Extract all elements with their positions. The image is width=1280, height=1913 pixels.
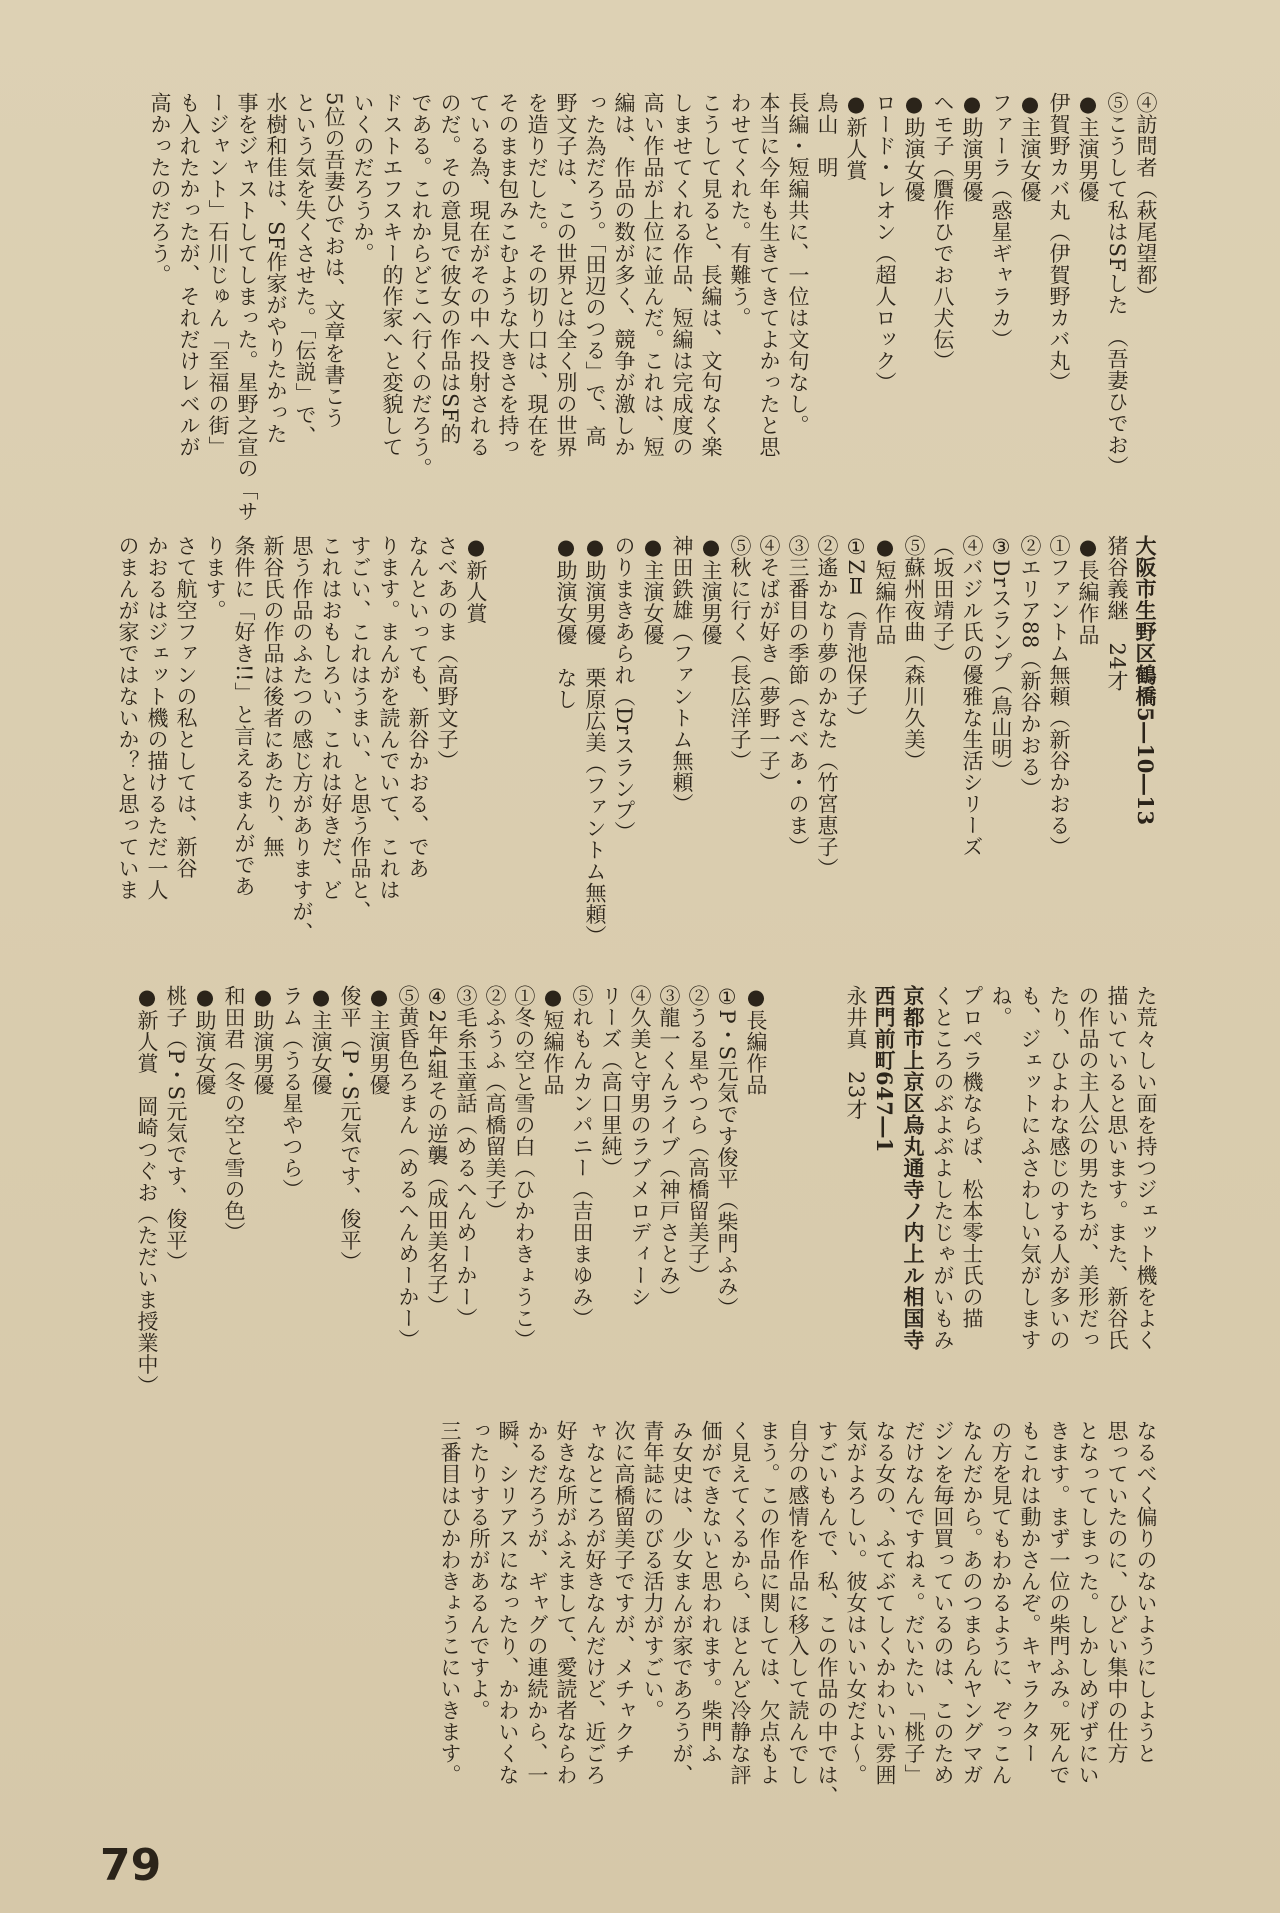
text-line: 事をジャストしてしまった。星野之宣の「サ xyxy=(235,92,259,522)
text-line: わせてくれた。有難う。 xyxy=(728,92,752,329)
text-line: のだ。その意見で彼女の作品はSF的 xyxy=(438,92,462,445)
text-line: ね。 xyxy=(989,985,1013,1028)
text-line: ります。 xyxy=(203,535,227,621)
text-line: なる女の、ふてぶてしくかわいい雰囲 xyxy=(873,1420,897,1786)
text-line: ●主演男優 xyxy=(367,985,391,1096)
text-line: 長編・短編共に、一位は文句なし。 xyxy=(786,92,810,436)
sender-address: 京都市上京区烏丸通寺ノ内上ル相国寺 xyxy=(901,985,926,1351)
text-line: 本当に今年も生きてきてよかったと思 xyxy=(757,92,781,458)
text-line: 思っていたのに、ひどい集中の仕方 xyxy=(1105,1420,1129,1764)
text-line: いくのだろうか。 xyxy=(351,92,375,264)
text-line: ●長編作品 xyxy=(1076,535,1100,646)
text-line: ①ファントム無頼（新谷かおる） xyxy=(1047,535,1071,858)
letter-middle-left-text xyxy=(80,535,490,965)
text-line: ●主演女優 xyxy=(1018,92,1042,203)
text-line: の方を見てもわかるように、ぞっこん xyxy=(989,1420,1013,1786)
text-line: ②遙かなり夢のかなた（竹宮恵子） xyxy=(815,535,839,879)
text-line: 思う作品のふたつの感じ方がありますが、 xyxy=(290,535,314,944)
text-line: く見えてくるから、ほとんど冷静な評 xyxy=(728,1420,752,1786)
text-line: となってしまった。しかしめげずにい xyxy=(1076,1420,1100,1786)
sender-address: 大阪市生野区鶴橋5―10―13 xyxy=(1133,535,1158,826)
text-line: 高い作品が上位に並んだ。これは、短 xyxy=(641,92,665,458)
text-line: ●主演女優 xyxy=(309,985,333,1096)
text-line: リーズ（高口里純） xyxy=(599,985,623,1179)
text-line: ●主演男優 xyxy=(699,535,723,646)
text-line: 好きな所がふえまして、愛読者ならわ xyxy=(554,1420,578,1786)
text-line: ージャント」石川じゅん「至福の街」 xyxy=(206,92,230,458)
text-line: 5位の吾妻ひでおは、文章を書こう xyxy=(322,92,346,429)
sender-name: 猪谷義継 24才 xyxy=(1105,535,1129,692)
text-line: ●助演女優 なし xyxy=(554,535,578,710)
text-line: ジンを毎回買っているのは、このため xyxy=(931,1420,955,1786)
text-line: すごいもんで、私、この作品の中では、 xyxy=(815,1420,839,1807)
text-line: たり、ひよわな感じのする人が多いの xyxy=(1047,985,1071,1351)
text-line: これはおもしろい、これは好きだ、ど xyxy=(319,535,343,901)
text-line: さて航空ファンの私としては、新谷 xyxy=(174,535,198,879)
text-line: 価ができないと思われます。柴門ふ xyxy=(699,1420,723,1764)
text-line: かおるはジェット機の描けるただ一人 xyxy=(145,535,169,901)
text-line: かるだろうが、ギャグの連続から、一 xyxy=(525,1420,549,1786)
text-line: 新谷氏の作品は後者にあたり、無 xyxy=(261,535,285,858)
text-line: ●短編作品 xyxy=(541,985,565,1096)
text-line: もこれは動かさんぞ。キャラクター xyxy=(1018,1420,1042,1764)
text-line: ている為、現在がその中へ投射される xyxy=(467,92,491,458)
letter-middle-right-text xyxy=(500,535,1160,965)
text-line: という気を失くさせた。「伝説」で、 xyxy=(293,92,317,447)
text-line: ●新人賞 xyxy=(464,535,488,624)
text-line: ロード・レオン（超人ロック） xyxy=(873,92,897,393)
text-line: ●助演女優 xyxy=(902,92,926,203)
text-line: を造りだした。その切り口は、現在を xyxy=(525,92,549,458)
text-line: ったりする所があるんですよ。 xyxy=(467,1420,491,1721)
text-line: ③毛糸玉童話（めるへんめーかー） xyxy=(454,985,478,1329)
text-line: 高かったのだろう。 xyxy=(148,92,172,286)
text-line: 桃子（P・S元気です、俊平） xyxy=(164,985,188,1273)
text-line: ④バジル氏の優雅な生活シリーズ xyxy=(960,535,984,858)
text-line: ③三番目の季節（さべあ・のま） xyxy=(786,535,810,858)
text-line: ●助演女優 xyxy=(193,985,217,1096)
text-line: だけなんですねぇ。だいたい「桃子」 xyxy=(902,1420,926,1786)
text-line: った為だろう。「田辺のつる」で、高 xyxy=(583,92,607,447)
text-line: ●助演男優 xyxy=(251,985,275,1096)
letter-lower-right-text xyxy=(780,985,1160,1405)
text-line: しませてくれる作品、短編は完成度の xyxy=(670,92,694,458)
text-line: 神田鉄雄（ファントム無頼） xyxy=(670,535,694,815)
text-line: 描いていると思います。また、新谷氏 xyxy=(1105,985,1129,1351)
text-line: ③龍一くんライブ（神戸さとみ） xyxy=(657,985,681,1308)
text-line: ●助演男優 xyxy=(960,92,984,203)
sender-name: 永井真 23才 xyxy=(844,985,868,1121)
text-line: きます。まず一位の柴門ふみ。死んで xyxy=(1047,1420,1071,1786)
letter-bottom-text xyxy=(80,1420,1160,1810)
text-line: ャなところが好きなんだけど、近ごろ xyxy=(583,1420,607,1786)
text-line: ヘモ子（贋作ひでお八犬伝） xyxy=(931,92,955,372)
text-line: なんといっても、新谷かおる、であ xyxy=(406,535,430,879)
text-line: 和田君（冬の空と雪の色） xyxy=(222,985,246,1243)
text-line: ⑤れもんカンパニー（吉田まゆみ） xyxy=(570,985,594,1329)
text-line: ⑤秋に行く（長広洋子） xyxy=(728,535,752,772)
text-line: ラム（うる星やつら） xyxy=(280,985,304,1200)
text-line: こうして見ると、長編は、文句なく楽 xyxy=(699,92,723,458)
text-line: 三番目はひかわきょうこにいきます。 xyxy=(438,1420,462,1786)
text-line: ④訪問者（萩尾望都） xyxy=(1134,92,1158,307)
text-line: ④久美と守男のラブメロディーシ xyxy=(628,985,652,1308)
text-line: 鳥山 明 xyxy=(815,92,839,178)
letter-upper-right-text xyxy=(80,92,1160,542)
text-line: 俊平（P・S元気です、俊平） xyxy=(338,985,362,1273)
text-line: 伊賀野カバ丸（伊賀野カバ丸） xyxy=(1047,92,1071,393)
text-line: さべあのま（高野文子） xyxy=(435,535,459,772)
text-line: ●主演女優 xyxy=(641,535,665,646)
sender-address: 西門前町647―1 xyxy=(872,985,897,1153)
text-line: ①P・S元気です俊平（柴門ふみ） xyxy=(715,985,739,1319)
text-line: プロペラ機ならば、松本零士氏の描 xyxy=(960,985,984,1329)
text-line: の作品の主人公の男たちが、美形だっ xyxy=(1076,985,1100,1351)
text-line: なんだから。あのつまらんヤングマガ xyxy=(960,1420,984,1786)
text-line: も、ジェットにふさわしい気がします xyxy=(1018,985,1042,1351)
text-line: み女史は、少女まんが家であろうが、 xyxy=(670,1420,694,1786)
text-line: た荒々しい面を持つジェット機をよく xyxy=(1134,985,1158,1351)
text-line: 野文子は、この世界とは全く別の世界 xyxy=(554,92,578,458)
text-line: 次に高橋留美子ですが、メチャクチ xyxy=(612,1420,636,1764)
text-line: 条件に「好き!!」と言えるまんがであ xyxy=(232,535,256,897)
text-line: ①冬の空と雪の白（ひかわきょうこ） xyxy=(512,985,536,1351)
text-line: ③Drスランプ（鳥山明） xyxy=(989,535,1013,781)
text-line: 自分の感情を作品に移入して読んでし xyxy=(786,1420,810,1786)
page-number: 79 xyxy=(100,1840,162,1891)
letter-lower-left-text xyxy=(80,985,770,1405)
text-line: ④そばが好き（夢野一子） xyxy=(757,535,781,793)
text-line: ります。まんがを読んでいて、これは xyxy=(377,535,401,901)
text-line: ⑤黄昏色ろまん（めるへんめーかー） xyxy=(396,985,420,1351)
text-line: である。これからどこへ行くのだろう。 xyxy=(409,92,433,479)
text-line: ④2年4組その逆襲（成田美名子） xyxy=(425,985,449,1317)
text-line: まう。この作品に関しては、欠点もよ xyxy=(757,1420,781,1786)
text-line: 水樹和佳は、SF作家がやりたかった xyxy=(264,92,288,445)
text-line: ②ふうふ（高橋留美子） xyxy=(483,985,507,1222)
text-line: ドストエフスキー的作家へと変貌して xyxy=(380,92,404,458)
text-line: ●長編作品 xyxy=(744,985,768,1096)
text-line: くところのぶよぶよしたじゃがいもみ xyxy=(931,985,955,1351)
text-line: のまんが家ではないか？と思っていま xyxy=(116,535,140,901)
text-line: ●短編作品 xyxy=(873,535,897,646)
text-line: （坂田靖子） xyxy=(931,535,955,664)
text-line: ●新人賞 岡崎つぐお（ただいま授業中） xyxy=(135,985,159,1397)
text-line: ●新人賞 xyxy=(844,92,868,181)
text-line: すごい、これはうまい、と思う作品と、 xyxy=(348,535,372,922)
text-line: そのまま包みこむような大きさを持っ xyxy=(496,92,520,458)
text-line: ①ZⅡ（青池保子） xyxy=(844,535,868,729)
text-line: 気がよろしい。彼女はいい女だよ～。 xyxy=(844,1420,868,1786)
text-line: ●助演男優 栗原広美（ファントム無頼） xyxy=(583,535,607,947)
text-line: ②エリア88（新谷かおる） xyxy=(1018,535,1042,800)
text-line: ⑤蘇州夜曲（森川久美） xyxy=(902,535,926,772)
text-line: 瞬、シリアスになったり、かわいくな xyxy=(496,1420,520,1786)
text-line: ⑤こうして私はSFした （吾妻ひでお） xyxy=(1105,92,1129,477)
text-line: 青年誌にのびる活力がすごい。 xyxy=(641,1420,665,1721)
text-line: ファーラ（惑星ギャラカ） xyxy=(989,92,1013,350)
text-line: ②うる星やつら（高橋留美子） xyxy=(686,985,710,1286)
text-line: ●主演男優 xyxy=(1076,92,1100,203)
text-line: 編は、作品の数が多く、競争が激しか xyxy=(612,92,636,458)
text-line: も入れたかったが、それだけレベルが xyxy=(177,92,201,458)
text-line: なるべく偏りのないようにしようと xyxy=(1134,1420,1158,1764)
text-line: のりまきあられ（Drスランプ） xyxy=(612,535,636,843)
